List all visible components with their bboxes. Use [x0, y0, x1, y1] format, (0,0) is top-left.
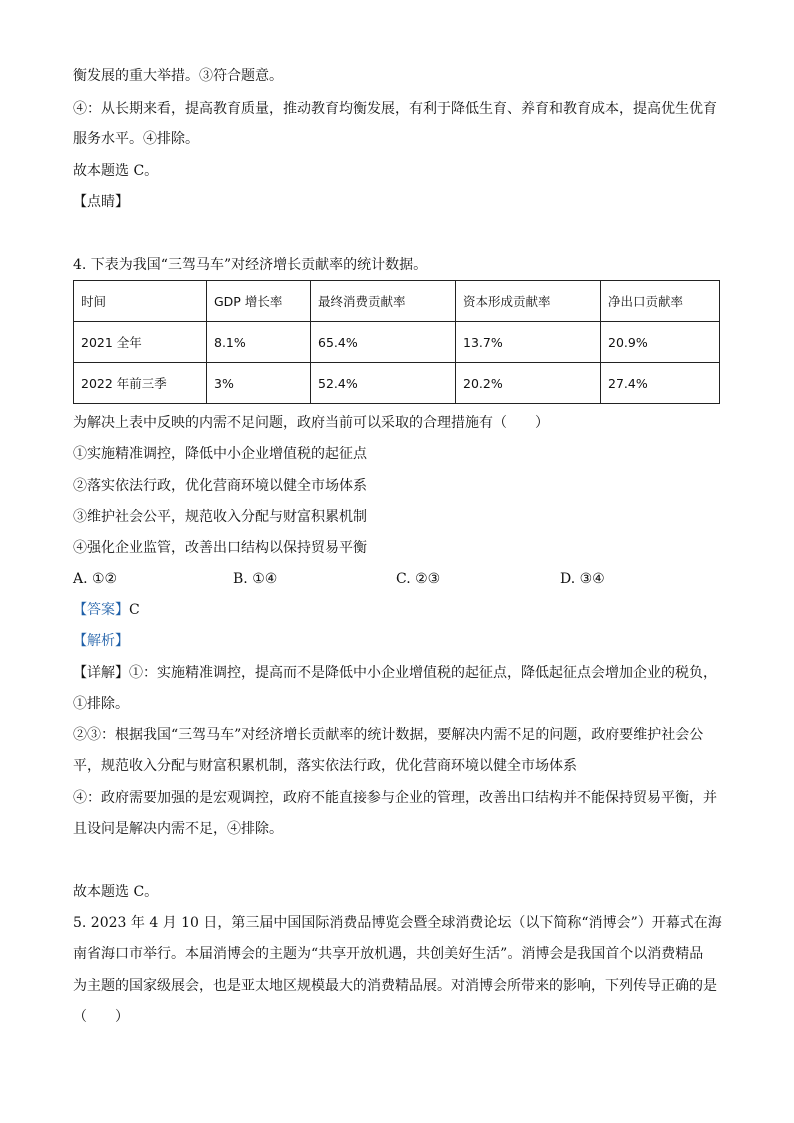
question-text-line: 5. 2023 年 4 月 10 日，第三届中国国际消费品博览会暨全球消费论坛（以下简称“消博会”）开幕式在海 — [73, 915, 722, 931]
table-cell: 20.2% — [456, 363, 601, 404]
question-text-line: 为主题的国家级展会，也是亚太地区规模最大的消费精品展。对消博会所带来的影响，下列传导正确的是 — [73, 978, 717, 994]
table-header-cell: GDP 增长率 — [207, 281, 311, 322]
answer-value: C — [129, 602, 140, 618]
text-line: 衡发展的重大举措。③符合题意。 — [73, 68, 283, 84]
table-header-cell: 时间 — [74, 281, 207, 322]
detail-label: 【详解】 — [73, 665, 129, 681]
table-cell: 52.4% — [311, 363, 456, 404]
question-text-line: （ ） — [73, 1009, 129, 1025]
table-cell: 2022 年前三季 — [74, 363, 207, 404]
option-d: D. ③④ — [560, 571, 605, 587]
table-row — [74, 363, 720, 404]
detail-line: ②③：根据我国“三驾马车”对经济增长贡献率的统计数据，要解决内需不足的问题，政府要维护社会公 — [73, 727, 704, 743]
detail-line: 平，规范收入分配与财富积累机制，落实依法行政，优化营商环境以健全市场体系 — [73, 758, 577, 774]
option-b: B. ①④ — [233, 571, 278, 587]
table-cell: 20.9% — [601, 322, 720, 363]
table-cell: 13.7% — [456, 322, 601, 363]
statement-item: ②落实依法行政，优化营商环境以健全市场体系 — [73, 478, 367, 494]
detail-line: ④：政府需要加强的是宏观调控，政府不能直接参与企业的管理，改善出口结构并不能保持贸易平衡，并 — [73, 790, 717, 806]
table-header-cell: 最终消费贡献率 — [311, 281, 456, 322]
statement-item: ④强化企业监管，改善出口结构以保持贸易平衡 — [73, 540, 367, 556]
table-cell: 2021 全年 — [74, 322, 207, 363]
dianjing-label: 【点睛】 — [73, 194, 129, 210]
detail-text: ①：实施精准调控，提高而不是降低中小企业增值税的起征点，降低起征点会增加企业的税负， — [129, 665, 717, 681]
table-cell: 65.4% — [311, 322, 456, 363]
question-text-line: 南省海口市举行。本届消博会的主题为“共享开放机遇，共创美好生活”。消博会是我国首个以消费精品 — [73, 946, 704, 962]
detail-line: ①排除。 — [73, 696, 129, 712]
analysis-label: 【解析】 — [73, 633, 129, 649]
conclusion-line: 故本题选 C。 — [73, 884, 159, 900]
table-cell: 3% — [207, 363, 311, 404]
answer-line — [73, 600, 140, 620]
option-c: C. ②③ — [396, 571, 441, 587]
table-header-row — [74, 281, 720, 322]
detail-line: 且设问是解决内需不足，④排除。 — [73, 821, 283, 837]
table-row — [74, 322, 720, 363]
text-line: 服务水平。④排除。 — [73, 131, 199, 147]
table-header-cell: 资本形成贡献率 — [456, 281, 601, 322]
statistics-table — [73, 280, 720, 404]
detail-line — [73, 663, 717, 683]
question-stem: 4. 下表为我国“三驾马车”对经济增长贡献率的统计数据。 — [73, 257, 428, 273]
text-line: ④：从长期来看，提高教育质量，推动教育均衡发展，有利于降低生育、养育和教育成本，提高优生优育 — [73, 101, 717, 117]
table-cell: 27.4% — [601, 363, 720, 404]
statement-item: ③维护社会公平，规范收入分配与财富积累机制 — [73, 509, 367, 525]
text-line: 故本题选 C。 — [73, 163, 159, 179]
answer-label: 【答案】 — [73, 602, 129, 618]
table-cell: 8.1% — [207, 322, 311, 363]
table-header-cell: 净出口贡献率 — [601, 281, 720, 322]
question-prompt: 为解决上表中反映的内需不足问题，政府当前可以采取的合理措施有（ ） — [73, 415, 549, 431]
option-a: A. ①② — [73, 571, 118, 587]
statement-item: ①实施精准调控，降低中小企业增值税的起征点 — [73, 446, 367, 462]
